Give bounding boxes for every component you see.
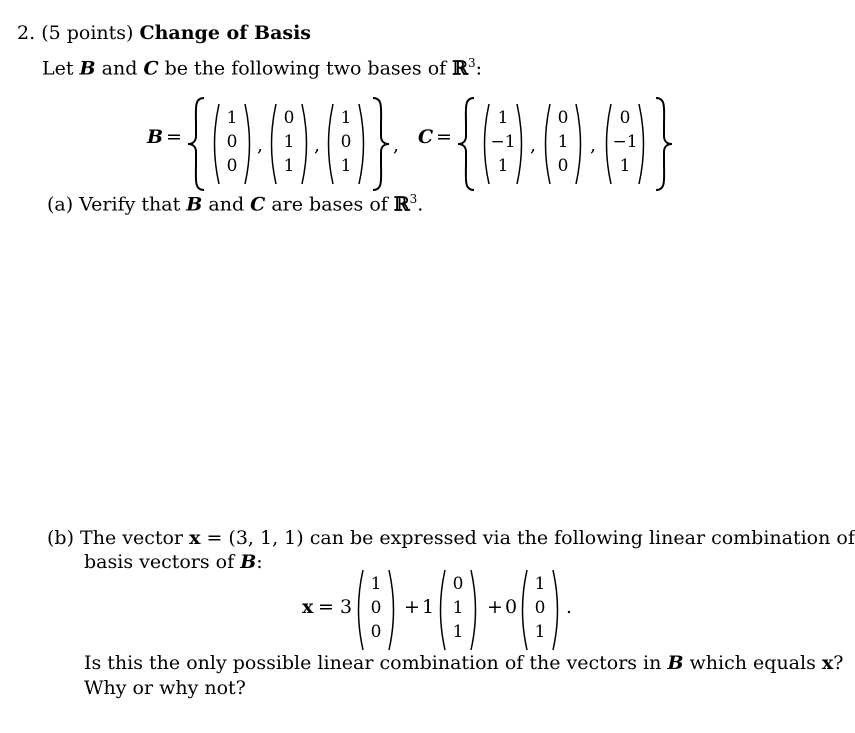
- question-why: Why or why not?: [84, 677, 246, 699]
- intro-and: and: [101, 57, 138, 80]
- part-a-label: (a): [47, 193, 74, 216]
- part-b-line-1: [47, 527, 855, 549]
- B-comma-2: ,: [314, 134, 321, 156]
- C-v2-entry-3: 0: [557, 156, 569, 176]
- B-equals: =: [166, 126, 182, 148]
- basis-B-symbol: B: [79, 57, 96, 80]
- C-v3-entry-2: −1: [612, 132, 638, 152]
- C-v2-entry-2: 1: [557, 132, 569, 152]
- B-v1-entry-1: 1: [226, 108, 238, 128]
- B-v2-entry-3: 1: [283, 156, 295, 176]
- question-x: x: [821, 652, 834, 674]
- B-vector-2: [267, 102, 311, 186]
- basis-C-symbol: C: [143, 57, 159, 80]
- expr-coef-2: 1: [422, 596, 435, 618]
- B-v1-entry-3: 0: [226, 156, 238, 176]
- C-vector-2: [541, 102, 585, 186]
- C-left-brace: [456, 96, 478, 192]
- expr-v2-entry-1: 0: [452, 574, 464, 594]
- problem-points: (5 points): [41, 22, 134, 44]
- part-b-line2-pre: basis vectors of: [84, 551, 235, 573]
- expr-plus-2: +: [487, 596, 503, 618]
- expr-v3-entry-1: 1: [534, 574, 546, 594]
- expr-v2-entry-2: 1: [452, 598, 464, 618]
- C-right-brace: [652, 96, 674, 192]
- expr-vector-3: [518, 568, 562, 652]
- problem-header: [17, 22, 311, 44]
- bases-separator-comma: ,: [393, 134, 400, 156]
- part-b-tuple: (3, 1, 1): [228, 527, 304, 549]
- part-a-B: B: [186, 193, 203, 216]
- expr-v1-entry-2: 0: [370, 598, 382, 618]
- part-a-text-pre: Verify that: [79, 193, 181, 216]
- B-vector-1: [210, 102, 254, 186]
- problem-number: 2.: [17, 22, 36, 44]
- problem-title: Change of Basis: [139, 22, 311, 44]
- part-a-text-post: are bases of: [271, 193, 388, 216]
- B-v2-entry-1: 0: [283, 108, 295, 128]
- part-a-reals: ℝ: [393, 193, 410, 216]
- expr-coef-3: 0: [505, 596, 518, 618]
- B-comma-1: ,: [257, 134, 264, 156]
- part-b-label: (b): [47, 527, 74, 549]
- question-B: B: [667, 652, 684, 674]
- part-a-reals-exponent: 3: [409, 192, 418, 206]
- C-v3-entry-3: 1: [619, 156, 631, 176]
- expr-v3-entry-2: 0: [534, 598, 546, 618]
- expr-v3-entry-3: 1: [534, 622, 546, 642]
- B-right-brace: [369, 96, 391, 192]
- expr-vector-1: [354, 568, 398, 652]
- C-v1-entry-3: 1: [497, 156, 509, 176]
- part-b-line-2: [84, 551, 263, 573]
- intro-text-post: be the following two bases of: [164, 57, 447, 80]
- C-v2-entry-1: 0: [557, 108, 569, 128]
- question-mid: which equals: [689, 652, 816, 674]
- part-a-and: and: [208, 193, 245, 216]
- C-equals: =: [436, 126, 452, 148]
- intro-line: [42, 56, 482, 79]
- reals-symbol: ℝ: [452, 57, 469, 80]
- part-b-line1-pre: The vector: [80, 527, 184, 549]
- reals-exponent: 3: [468, 56, 476, 70]
- part-b-line2-B: B: [240, 551, 257, 573]
- B-vector-3: [324, 102, 368, 186]
- B-label: B: [147, 126, 164, 148]
- expr-v1-entry-3: 0: [370, 622, 382, 642]
- B-v2-entry-2: 1: [283, 132, 295, 152]
- expr-x: x: [302, 596, 314, 618]
- part-b-question-line-1: [84, 652, 843, 674]
- expr-vector-2: [436, 568, 480, 652]
- part-b-x: x: [189, 527, 201, 549]
- B-v1-entry-2: 0: [226, 132, 238, 152]
- C-v1-entry-1: 1: [497, 108, 509, 128]
- expr-v2-entry-3: 1: [452, 622, 464, 642]
- intro-colon: :: [475, 57, 483, 80]
- expr-plus-1: +: [404, 596, 420, 618]
- part-b-eq: =: [206, 527, 223, 549]
- B-left-brace: [186, 96, 208, 192]
- B-v3-entry-1: 1: [340, 108, 352, 128]
- question-pre: Is this the only possible linear combination of the vectors in: [84, 652, 662, 674]
- part-a-line: [47, 192, 423, 215]
- expr-v1-entry-1: 1: [370, 574, 382, 594]
- C-vector-1: [480, 102, 526, 186]
- expr-eq: =: [318, 596, 334, 618]
- C-v1-entry-2: −1: [490, 132, 516, 152]
- part-a-period: .: [417, 193, 424, 216]
- C-v3-entry-1: 0: [619, 108, 631, 128]
- part-a-C: C: [250, 193, 266, 216]
- B-v3-entry-2: 0: [340, 132, 352, 152]
- B-v3-entry-3: 1: [340, 156, 352, 176]
- C-label: C: [418, 126, 434, 148]
- part-b-question-line-2: [84, 677, 246, 699]
- expr-coef-1: 3: [340, 596, 353, 618]
- expr-period: .: [566, 596, 573, 618]
- part-b-line1-post: can be expressed via the following linear combination of: [309, 527, 855, 549]
- part-b-line2-colon: :: [256, 551, 263, 573]
- question-mark: ?: [833, 652, 844, 674]
- C-vector-3: [602, 102, 648, 186]
- intro-text-pre: Let: [42, 57, 74, 80]
- C-comma-2: ,: [590, 134, 597, 156]
- C-comma-1: ,: [530, 134, 537, 156]
